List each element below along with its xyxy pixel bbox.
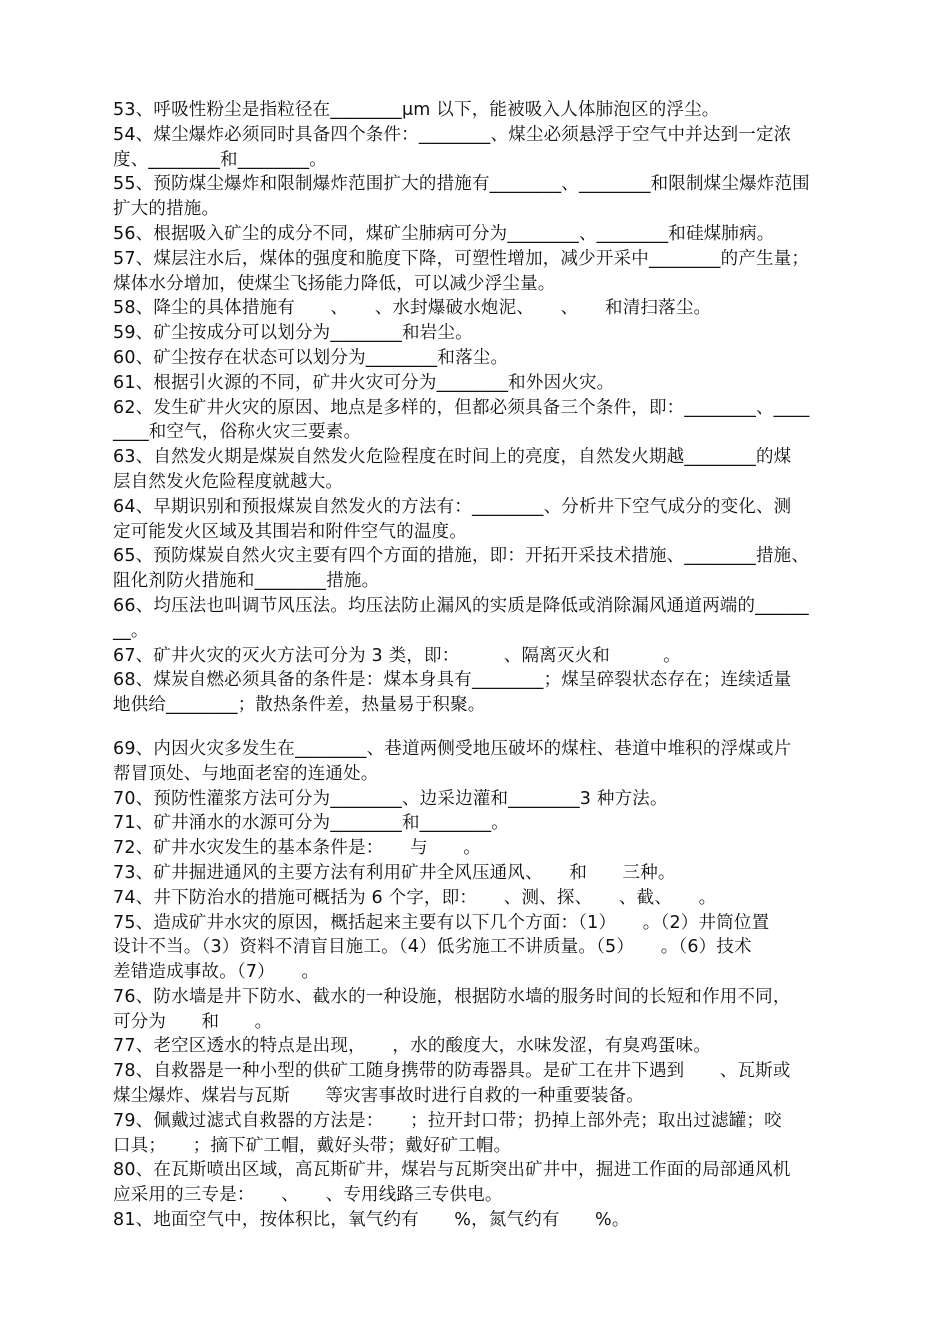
text-line: 69、内因火灾多发生在________、巷道两侧受地压破坏的煤柱、巷道中堆积的浮煤或片 bbox=[113, 738, 792, 759]
question-list bbox=[113, 98, 865, 1233]
text-line: 53、呼吸性粉尘是指粒径在________μm 以下，能被吸入人体肺泡区的浮尘。 bbox=[113, 100, 720, 120]
text-line: 地供给________；散热条件差，热量易于积聚。 bbox=[113, 695, 486, 716]
text-line: 煤体水分增加，使煤尘飞扬能力降低，可以减少浮尘量。 bbox=[113, 273, 556, 294]
text-line: 62、发生矿井火灾的原因、地点是多样的，但都必须具备三个条件，即：________、____ bbox=[113, 397, 810, 418]
text-line: 口具； ；摘下矿工帽，戴好头带；戴好矿工帽。 bbox=[113, 1135, 512, 1156]
text-line: 应采用的三专是： 、 、专用线路三专供电。 bbox=[113, 1185, 503, 1206]
text-line: 81、地面空气中，按体积比，氧气约有 %，氮气约有 %。 bbox=[113, 1210, 630, 1231]
text-line: 60、矿尘按存在状态可以划分为________和落尘。 bbox=[113, 347, 509, 368]
text-line: 帮冒顶处、与地面老窑的连通处。 bbox=[113, 763, 379, 784]
text-line: 80、在瓦斯喷出区域，高瓦斯矿井，煤岩与瓦斯突出矿井中，掘进工作面的局部通风机 bbox=[113, 1160, 791, 1181]
text-line: 层自然发火危险程度就越大。 bbox=[113, 471, 344, 492]
text-line: 度、________和________。 bbox=[113, 149, 327, 170]
text-line: 74、井下防治水的措施可概括为 6 个字，即： 、测、探、 、截、 。 bbox=[113, 887, 717, 908]
text-line: 68、煤炭自燃必须具备的条件是：煤本身具有________；煤呈碎裂状态存在；连续适量 bbox=[113, 670, 792, 691]
blank-line bbox=[113, 718, 865, 737]
text-line: 59、矿尘按成分可以划分为________和岩尘。 bbox=[113, 323, 473, 344]
text-line: 70、预防性灌浆方法可分为________、边采边灌和________3 种方法。 bbox=[113, 788, 668, 809]
text-line: 设计不当。（3）资料不清盲目施工。（4）低劣施工不讲质量。（5） 。（6）技术 bbox=[113, 937, 752, 958]
text-line: 可分为 和 。 bbox=[113, 1011, 273, 1032]
text-line: 54、煤尘爆炸必须同时具备四个条件：________、煤尘必须悬浮于空气中并达到一定浓 bbox=[113, 124, 792, 145]
text-line: 55、预防煤尘爆炸和限制爆炸范围扩大的措施有________、________和限制煤尘爆炸范围 bbox=[113, 174, 810, 195]
text-line: 66、均压法也叫调节风压法。均压法防止漏风的实质是降低或消除漏风通道两端的______ bbox=[113, 595, 809, 616]
text-line: ____和空气，俗称火灾三要素。 bbox=[113, 422, 362, 443]
text-line: 73、矿井掘进通风的主要方法有利用矿井全风压通风、 和 三种。 bbox=[113, 862, 676, 883]
text-line: 77、老空区透水的特点是出现， ，水的酸度大，水味发涩，有臭鸡蛋味。 bbox=[113, 1036, 712, 1057]
text-line: 阻化剂防火措施和________措施。 bbox=[113, 571, 380, 592]
text-line: 67、矿井火灾的灭火方法可分为 3 类，即： 、隔离灭火和 。 bbox=[113, 645, 681, 666]
text-line: __。 bbox=[113, 620, 149, 641]
text-line: 65、预防煤炭自然火灾主要有四个方面的措施，即：开拓开采技术措施、________措施、 bbox=[113, 546, 810, 567]
text-line: 57、煤层注水后，煤体的强度和脆度下降，可塑性增加，减少开采中________的产生量； bbox=[113, 248, 810, 269]
text-line: 扩大的措施。 bbox=[113, 199, 220, 220]
text-line: 58、降尘的具体措施有 、 、水封爆破水炮泥、 、 和清扫落尘。 bbox=[113, 298, 712, 319]
text-line: 煤尘爆炸、煤岩与瓦斯 等灾害事故时进行自救的一种重要装备。 bbox=[113, 1086, 644, 1107]
text-line: 63、自然发火期是煤炭自然发火危险程度在时间上的亮度，自然发火期越________的煤 bbox=[113, 447, 792, 468]
text-line: 79、佩戴过滤式自救器的方法是： ；拉开封口带；扔掉上部外壳；取出过滤罐；咬 bbox=[113, 1110, 782, 1131]
text-line: 71、矿井涌水的水源可分为________和________。 bbox=[113, 813, 509, 834]
text-line: 56、根据吸入矿尘的成分不同，煤矿尘肺病可分为________、________和硅煤肺病。 bbox=[113, 223, 775, 244]
text-line: 78、自救器是一种小型的供矿工随身携带的防毒器具。是矿工在井下遇到 、瓦斯或 bbox=[113, 1061, 791, 1082]
text-line: 61、根据引火源的不同，矿井火灾可分为________和外因火灾。 bbox=[113, 372, 615, 393]
text-line: 76、防水墙是井下防水、截水的一种设施，根据防水墙的服务时间的长短和作用不同， bbox=[113, 986, 791, 1007]
text-line: 75、造成矿井水灾的原因，概括起来主要有以下几个方面：（1） 。（2）井筒位置 bbox=[113, 912, 770, 933]
text-line: 64、早期识别和预报煤炭自然发火的方法有：________、分析井下空气成分的变化、测 bbox=[113, 496, 792, 517]
text-line: 72、矿井水灾发生的基本条件是： 与 。 bbox=[113, 838, 481, 859]
text-line: 差错造成事故。（7） 。 bbox=[113, 962, 320, 983]
text-line: 定可能发火区域及其围岩和附件空气的温度。 bbox=[113, 521, 467, 542]
